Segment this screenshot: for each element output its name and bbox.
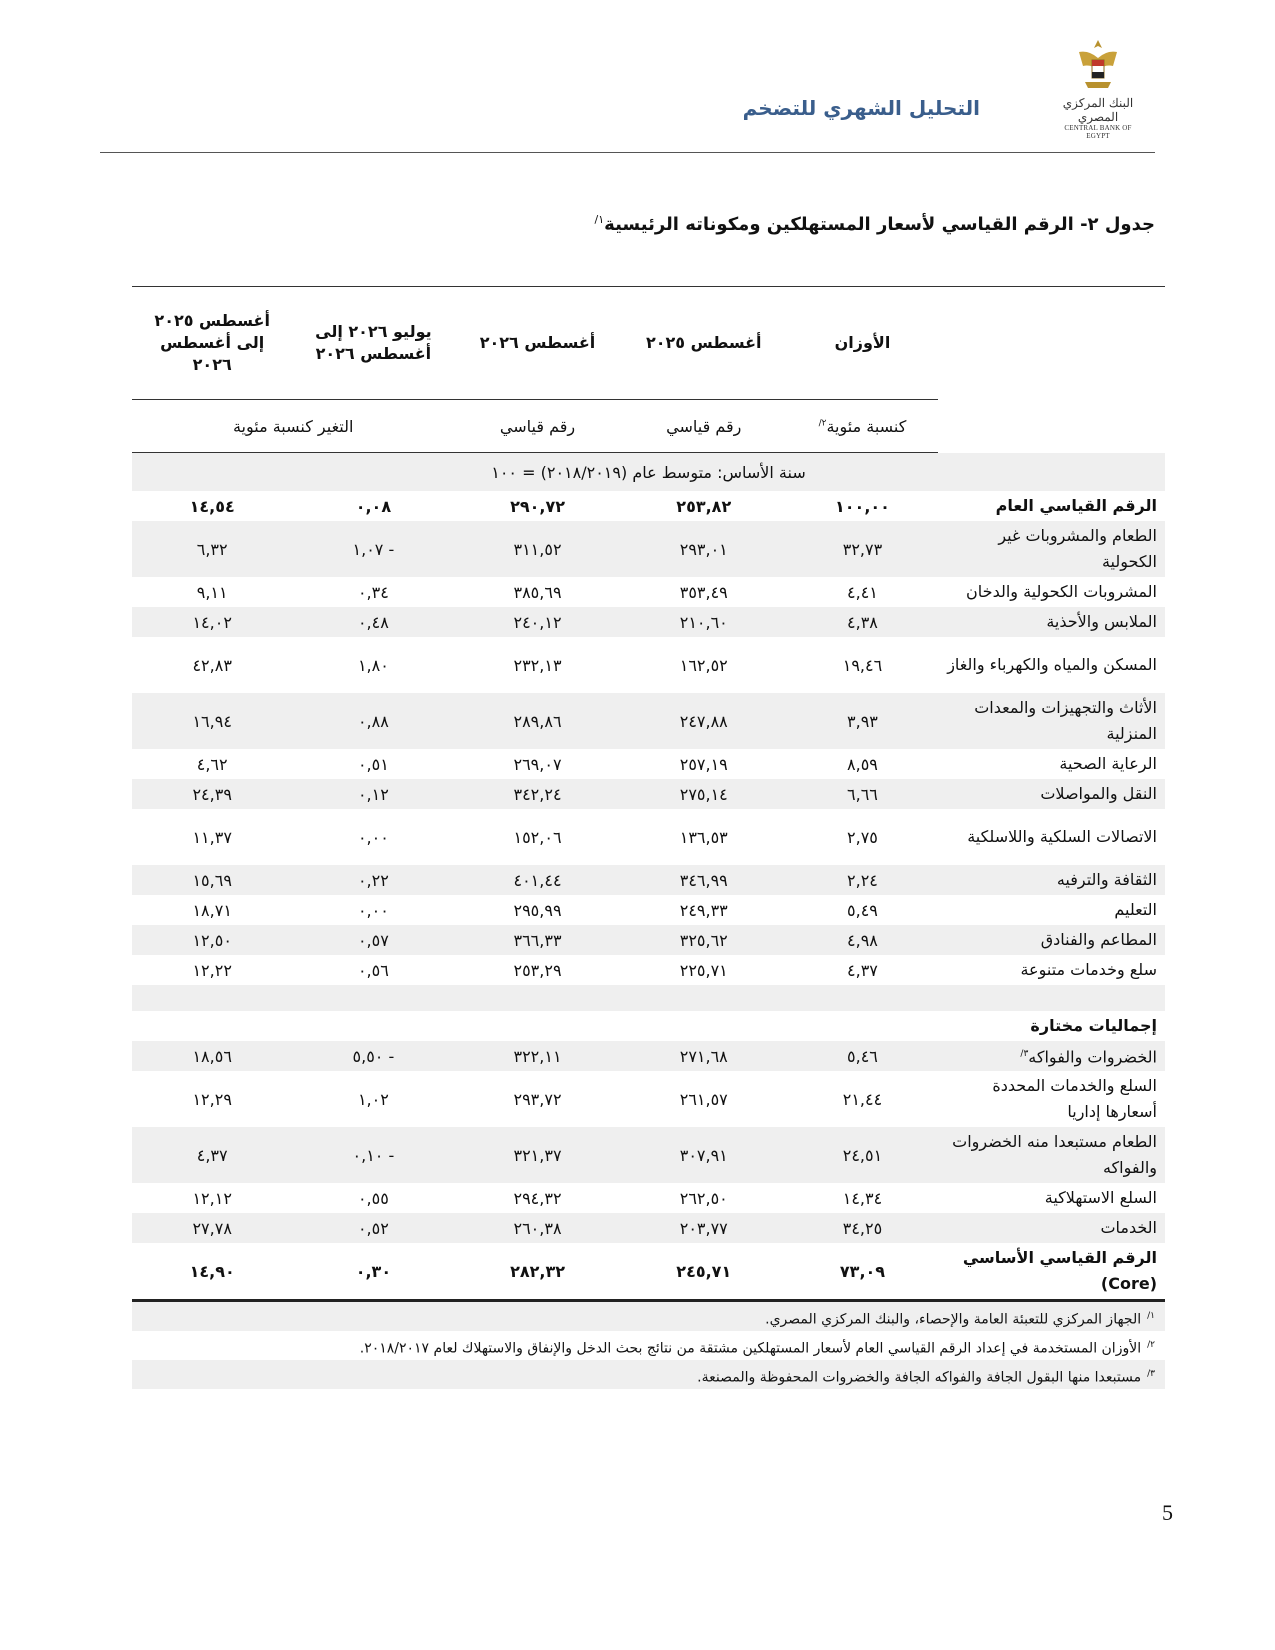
yoy-change-cell: ١٨,٧١ [192, 900, 232, 920]
table-row [132, 1071, 1165, 1127]
table-row [132, 1213, 1165, 1243]
weight-cell: ٢٤,٥١ [787, 1127, 938, 1183]
weight-cell: ٢,٧٥ [847, 827, 878, 847]
aug2025-cell: ٣٠٧,٩١ [621, 1127, 787, 1183]
cbe-logo [1053, 36, 1143, 140]
aug2026-cell: ٣٨٥,٦٩ [513, 582, 562, 602]
aug2025-cell: ٢٩٣,٠١ [621, 521, 787, 577]
aug2025-cell: ٢٥٣,٨٢ [676, 496, 732, 516]
row-label: المسكن والمياه والكهرباء والغاز [947, 655, 1157, 674]
col-header-weights: الأوزان [787, 287, 938, 400]
cpi-table [132, 286, 1165, 1302]
aug2025-cell: ٢٧٥,١٤ [621, 779, 787, 809]
subheader-aug2026: رقم قياسي [454, 400, 620, 453]
subheader-row [132, 400, 1165, 453]
aug2026-cell: ٢٩٤,٣٢ [513, 1188, 562, 1208]
yoy-change-cell: ٩,١١ [196, 582, 228, 602]
col-header-aug2026: أغسطس ٢٠٢٦ [454, 287, 620, 400]
row-label: الطعام مستبعدا منه الخضروات والفواكه [938, 1127, 1165, 1183]
table-row [132, 865, 1165, 895]
aug2026-cell: ٢٨٢,٣٢ [454, 1243, 620, 1301]
weight-cell: ٣٤,٢٥ [787, 1213, 938, 1243]
table-row [132, 925, 1165, 955]
row-label: المطاعم والفنادق [938, 925, 1165, 955]
aug2026-cell: ٣٤٢,٢٤ [454, 779, 620, 809]
mom-change-cell: ٠,٠٠ [357, 827, 389, 847]
table-row [132, 749, 1165, 779]
row-label: الخدمات [938, 1213, 1165, 1243]
weight-cell: ٢١,٤٤ [842, 1089, 883, 1109]
row-label: السلع الاستهلاكية [1044, 1188, 1157, 1207]
mom-change-cell: ٠,١٢ [292, 779, 454, 809]
mom-change-cell: ٠,٤٨ [292, 607, 454, 637]
subheader-aug2025: رقم قياسي [621, 400, 787, 453]
weight-cell: ٤,٣٧ [847, 960, 878, 980]
yoy-change-cell: ١١,٣٧ [192, 827, 232, 847]
aug2025-cell: ٣٢٥,٦٢ [621, 925, 787, 955]
mom-change-cell: - ٠,١٠ [292, 1127, 454, 1183]
aug2026-cell: ٢٨٩,٨٦ [454, 693, 620, 749]
yoy-change-cell: ١٥,٦٩ [132, 865, 292, 895]
aug2026-cell: ٣١١,٥٢ [454, 521, 620, 577]
mom-change-cell: ٠,٥١ [357, 754, 389, 774]
footnote-mark: ١/ [1147, 1311, 1155, 1321]
table-row [132, 577, 1165, 607]
mom-change-cell: ٠,٣٠ [292, 1243, 454, 1301]
aug2026-cell: ٢٤٠,١٢ [454, 607, 620, 637]
aug2025-cell: ٢٤٥,٧١ [621, 1243, 787, 1301]
table-row [132, 693, 1165, 749]
eagle-emblem-icon [1075, 36, 1121, 94]
aug2026-cell: ٢٩٠,٧٢ [510, 496, 565, 516]
aug2025-cell: ٢٤٩,٣٣ [679, 900, 728, 920]
row-label: الرقم القياسي العام [995, 496, 1157, 515]
table-row [132, 1041, 1165, 1071]
weight-cell: ٤,٩٨ [787, 925, 938, 955]
aug2025-cell: ٢١٠,٦٠ [621, 607, 787, 637]
footnote [132, 1331, 1165, 1360]
yoy-change-cell: ٤٢,٨٣ [192, 655, 232, 675]
aug2026-cell: ٤٠١,٤٤ [454, 865, 620, 895]
weight-cell: ١٠٠,٠٠ [835, 496, 890, 516]
table-title: جدول ٢- الرقم القياسي لأسعار المستهلكين ومكوناته الرئيسية$^{١/}$ [594, 213, 1155, 235]
yoy-change-cell: ١٦,٩٤ [132, 693, 292, 749]
weight-cell: ١٩,٤٦ [842, 655, 883, 675]
yoy-change-cell: ٢٧,٧٨ [132, 1213, 292, 1243]
subheader-weights: كنسبة مئوية$^{٢/}$ [787, 400, 938, 453]
yoy-change-cell: ١٤,٥٤ [189, 496, 235, 516]
col-header-aug2025: أغسطس ٢٠٢٥ [621, 287, 787, 400]
aug2025-cell: ٢٦١,٥٧ [679, 1089, 728, 1109]
col-header-jul-aug: يوليو ٢٠٢٦ إلى أغسطس ٢٠٢٦ [292, 287, 454, 400]
mom-change-cell: ٠,٥٢ [292, 1213, 454, 1243]
mom-change-cell: ٠,٥٥ [357, 1188, 389, 1208]
row-label: الملابس والأحذية [938, 607, 1165, 637]
weight-cell: ٨,٥٩ [847, 754, 878, 774]
aug2025-cell: ١٣٦,٥٣ [679, 827, 728, 847]
table-row [132, 491, 1165, 521]
row-label: الثقافة والترفيه [938, 865, 1165, 895]
footnote-mark: ٢/ [1147, 1340, 1155, 1350]
yoy-change-cell: ١٢,١٢ [192, 1188, 232, 1208]
aug2026-cell: ٢٦٠,٣٨ [454, 1213, 620, 1243]
aug2026-cell: ٢٦٩,٠٧ [513, 754, 562, 774]
header-corner [938, 287, 1165, 400]
row-label: السلع والخدمات المحددة أسعارها إداريا [992, 1076, 1157, 1121]
weight-cell: ٥,٤٩ [847, 900, 878, 920]
weight-cell: ١٤,٣٤ [842, 1188, 883, 1208]
mom-change-cell: ٠,٢٢ [292, 865, 454, 895]
footnote-mark: ٣/ [1147, 1369, 1155, 1379]
weight-cell: ٤,٤١ [847, 582, 878, 602]
weight-cell: ٤,٣٨ [787, 607, 938, 637]
mom-change-cell: - ١,٠٧ [292, 521, 454, 577]
weight-cell: ٥,٤٦ [787, 1041, 938, 1071]
aug2025-cell: ٢٢٥,٧١ [679, 960, 728, 980]
spacer-row [132, 985, 1165, 1011]
footnote-text: الأوزان المستخدمة في إعداد الرقم القياسي العام لأسعار المستهلكين مشتقة من نتائج بحث الدخل والإنفاق والاستهلاك لعام ٢٠١٨/٢٠١٧. [359, 1340, 1142, 1357]
table-title-footnote-mark: ١/ [594, 213, 605, 226]
weight-cell: ٣,٩٣ [787, 693, 938, 749]
footnote [132, 1360, 1165, 1389]
row-label: الرعاية الصحية [1059, 754, 1157, 773]
table-row [132, 607, 1165, 637]
mom-change-cell: ٠,٨٨ [292, 693, 454, 749]
weight-cell: ٢,٢٤ [787, 865, 938, 895]
aug2026-cell: ٢٩٥,٩٩ [513, 900, 562, 920]
yoy-change-cell: ٢٤,٣٩ [132, 779, 292, 809]
yoy-change-cell: ٤,٦٢ [196, 754, 228, 774]
row-label: الخضروات والفواكه$^{٣/}$ [938, 1041, 1165, 1071]
row-label: الطعام والمشروبات غير الكحولية [938, 521, 1165, 577]
table-row [132, 637, 1165, 693]
aug2025-cell: ٣٥٣,٤٩ [679, 582, 728, 602]
subheader-change: التغير كنسبة مئوية [132, 400, 454, 453]
aug2026-cell: ٢٩٣,٧٢ [513, 1089, 562, 1109]
footnote-text: الجهاز المركزي للتعبئة العامة والإحصاء، والبنك المركزي المصري. [765, 1311, 1142, 1328]
aug2026-cell: ٢٣٢,١٣ [513, 655, 562, 675]
mom-change-cell: ٠,٠٨ [355, 496, 392, 516]
table-row [132, 895, 1165, 925]
section-title: إجماليات مختارة [1030, 1016, 1157, 1035]
page-header [100, 30, 1155, 153]
mom-change-cell: - ٥,٥٠ [292, 1041, 454, 1071]
aug2025-cell: ٢٤٧,٨٨ [621, 693, 787, 749]
logo-arabic-text: البنك المركزي المصري [1062, 96, 1134, 124]
weight-cell: ٦,٦٦ [787, 779, 938, 809]
cpi-table-wrapper [132, 286, 1165, 1302]
aug2025-cell: ٢٧١,٦٨ [621, 1041, 787, 1071]
logo-english-text: CENTRAL BANK OF EGYPT [1064, 124, 1132, 140]
aug2026-cell: ١٥٢,٠٦ [513, 827, 562, 847]
table-row [132, 809, 1165, 865]
row-label: النقل والمواصلات [938, 779, 1165, 809]
mom-change-cell: ٠,٣٤ [357, 582, 389, 602]
row-label: الأثاث والتجهيزات والمعدات المنزلية [938, 693, 1165, 749]
mom-change-cell: ٠,٥٦ [357, 960, 389, 980]
row-label: التعليم [1114, 900, 1157, 919]
aug2025-cell: ٢٠٣,٧٧ [621, 1213, 787, 1243]
page-number: 5 [1162, 1500, 1173, 1525]
base-year-text: سنة الأساس: متوسط عام (٢٠١٨/٢٠١٩) = ١٠٠ [132, 453, 1165, 492]
footnote [132, 1302, 1165, 1331]
aug2026-cell: ٣٢١,٣٧ [454, 1127, 620, 1183]
aug2025-cell: ٢٥٧,١٩ [679, 754, 728, 774]
mom-change-cell: ١,٨٠ [357, 655, 389, 675]
row-label: المشروبات الكحولية والدخان [966, 582, 1157, 601]
aug2026-cell: ٣٢٢,١١ [454, 1041, 620, 1071]
aug2025-cell: ٢٦٢,٥٠ [679, 1188, 728, 1208]
yoy-change-cell: ١٢,٢٢ [192, 960, 232, 980]
base-year-row [132, 453, 1165, 492]
yoy-change-cell: ١٢,٢٩ [192, 1089, 232, 1109]
yoy-change-cell: ١٨,٥٦ [132, 1041, 292, 1071]
footnote-text: مستبعدا منها البقول الجافة والفواكه الجافة والخضروات المحفوظة والمصنعة. [697, 1369, 1142, 1386]
footnotes [132, 1302, 1165, 1389]
yoy-change-cell: ٤,٣٧ [132, 1127, 292, 1183]
table-row [132, 955, 1165, 985]
mom-change-cell: ١,٠٢ [357, 1089, 389, 1109]
section-title-row [132, 1011, 1165, 1041]
table-row [132, 1127, 1165, 1183]
row-label: الرقم القياسي الأساسي (Core) [938, 1243, 1165, 1301]
table-row [132, 1183, 1165, 1213]
row-label: الاتصالات السلكية واللاسلكية [967, 827, 1157, 846]
yoy-change-cell: ١٤,٩٠ [132, 1243, 292, 1301]
aug2025-cell: ٣٤٦,٩٩ [621, 865, 787, 895]
weight-cell: ٣٢,٧٣ [787, 521, 938, 577]
table-body [132, 453, 1165, 1301]
table-row [132, 779, 1165, 809]
aug2025-cell: ١٦٢,٥٢ [679, 655, 728, 675]
mom-change-cell: ٠,٠٠ [357, 900, 389, 920]
column-header-row [132, 287, 1165, 400]
weight-cell: ٧٣,٠٩ [787, 1243, 938, 1301]
yoy-change-cell: ١٤,٠٢ [132, 607, 292, 637]
subheader-weights-note: ٢/ [818, 418, 827, 429]
yoy-change-cell: ٦,٣٢ [132, 521, 292, 577]
yoy-change-cell: ١٢,٥٠ [132, 925, 292, 955]
aug2026-cell: ٣٦٦,٣٣ [454, 925, 620, 955]
row-footnote-mark: ٣/ [1020, 1049, 1029, 1060]
mom-change-cell: ٠,٥٧ [292, 925, 454, 955]
row-label: سلع وخدمات متنوعة [1020, 960, 1157, 979]
col-header-yoy: أغسطس ٢٠٢٥ إلى أغسطس ٢٠٢٦ [132, 287, 292, 400]
aug2026-cell: ٢٥٣,٢٩ [513, 960, 562, 980]
core-index-row [132, 1243, 1165, 1301]
table-row [132, 521, 1165, 577]
report-title: التحليل الشهري للتضخم [742, 96, 980, 120]
